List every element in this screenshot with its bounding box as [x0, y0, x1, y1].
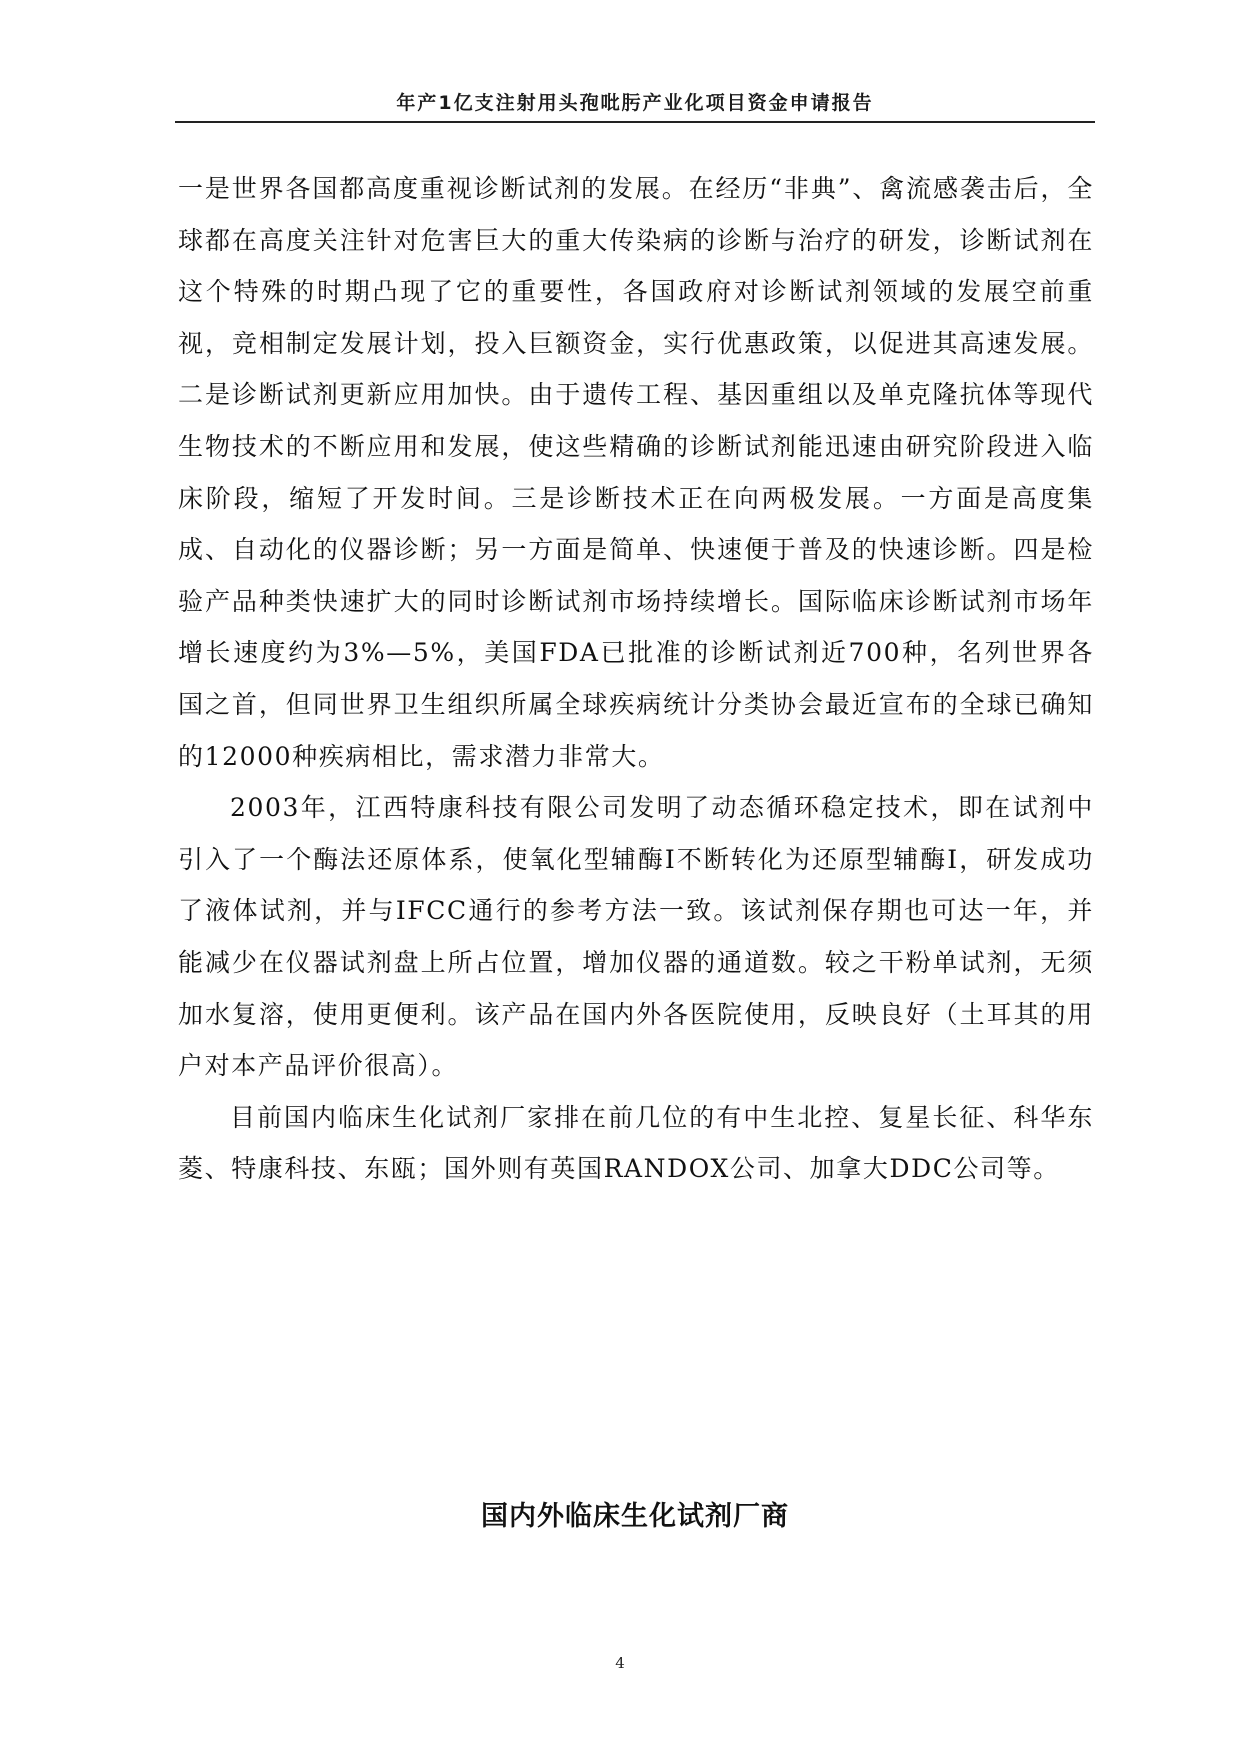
page-number: 4: [615, 1654, 625, 1672]
paragraph-tekang-technology: 2003年，江西特康科技有限公司发明了动态循环稳定技术，即在试剂中引入了一个酶法还原体系，使氧化型辅酶I不断转化为还原型辅酶I，研发成功了液体试剂，并与IFCC通行的参考方法一致。该试剂保存期也可达一年，并能减少在仪器试剂盘上所占位置，增加仪器的通道数。较之干粉单试剂，无须加水复溶，使用更便利。该产品在国内外各医院使用，反映良好（土耳其的用户对本产品评价很高）。: [178, 793, 1094, 1081]
running-header: 年产1亿支注射用头孢吡肟产业化项目资金申请报告: [396, 92, 874, 114]
section-title: 国内外临床生化试剂厂商: [481, 1501, 789, 1532]
header-rule: [175, 121, 1095, 123]
paragraph-diagnostic-trends: 一是世界各国都高度重视诊断试剂的发展。在经历“非典”、禽流感袭击后，全球都在高度关注针对危害巨大的重大传染病的诊断与治疗的研发，诊断试剂在这个特殊的时期凸现了它的重要性，各国政府对诊断试剂领域的发展空前重视，竞相制定发展计划，投入巨额资金，实行优惠政策，以促进其高速发展。二是诊断试剂更新应用加快。由于遗传工程、基因重组以及单克隆抗体等现代生物技术的不断应用和发展，使这些精确的诊断试剂能迅速由研究阶段进入临床阶段，缩短了开发时间。三是诊断技术正在向两极发展。一方面是高度集成、自动化的仪器诊断；另一方面是简单、快速便于普及的快速诊断。四是检验产品种类快速扩大的同时诊断试剂市场持续增长。国际临床诊断试剂市场年增长速度约为3%—5%，美国FDA已批准的诊断试剂近700种，名列世界各国之首，但同世界卫生组织所属全球疾病统计分类协会最近宣布的全球已确知的12000种疾病相比，需求潜力非常大。: [178, 174, 1094, 771]
body-text: [178, 163, 1094, 1195]
paragraph-manufacturers: 目前国内临床生化试剂厂家排在前几位的有中生北控、复星长征、科华东菱、特康科技、东瓯；国外则有英国RANDOX公司、加拿大DDC公司等。: [178, 1102, 1094, 1184]
